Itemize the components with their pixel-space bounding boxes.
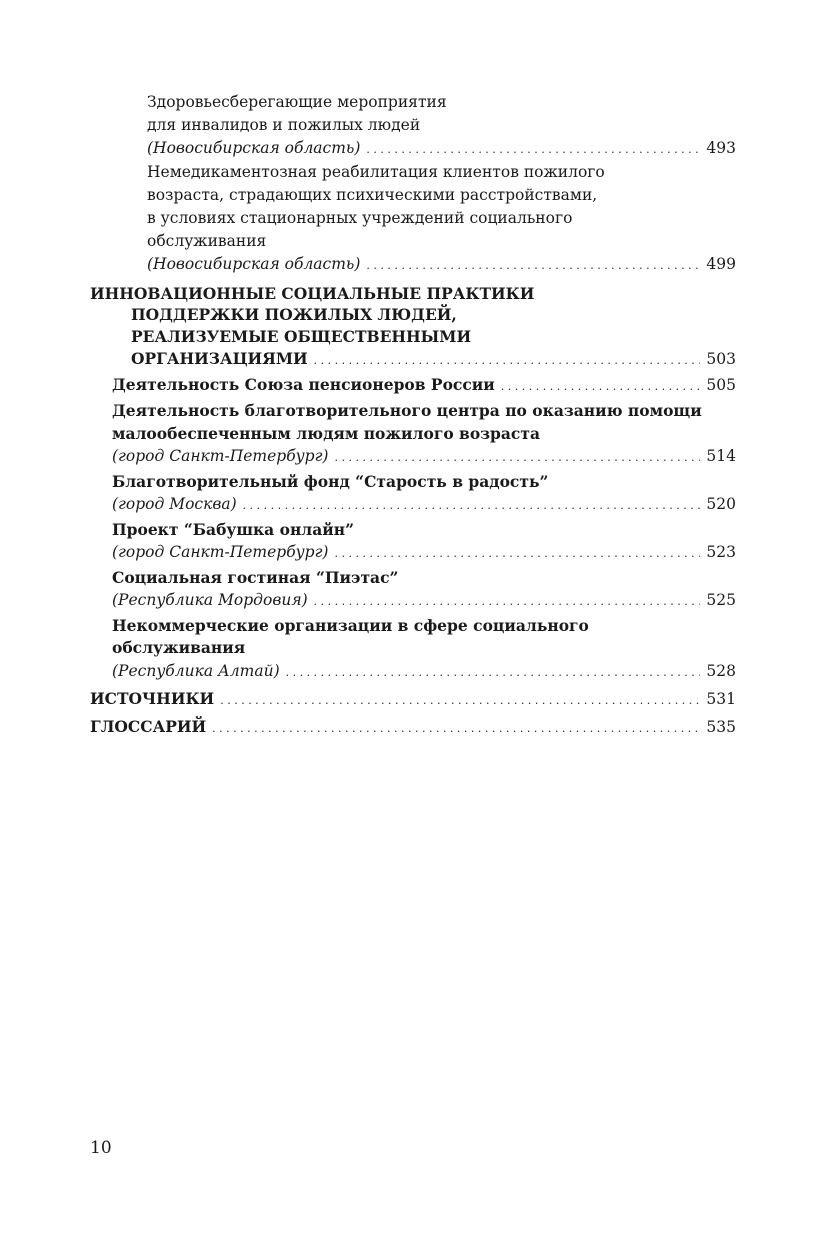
dot-leader (501, 375, 701, 397)
toc-entry-leader-line (112, 661, 736, 683)
toc-page-number: 505 (706, 376, 736, 394)
toc-entry-title-line: обслуживания (147, 232, 267, 250)
dot-leader (314, 349, 701, 371)
toc-entry-title-line: Здоровьесберегающие мероприятия (147, 93, 447, 111)
dot-leader (366, 254, 700, 276)
toc-section-title-line: ИСТОЧНИКИ (90, 689, 215, 708)
dot-leader (212, 717, 700, 739)
toc-page-number: 503 (706, 350, 736, 368)
toc-entry-leader-line (112, 446, 736, 468)
dot-leader (334, 446, 700, 468)
toc-entry-leader-line (147, 138, 736, 160)
toc-entry-title-line: Благотворительный фонд “Старость в радость” (112, 472, 549, 491)
toc-section-title-line: ИННОВАЦИОННЫЕ СОЦИАЛЬНЫЕ ПРАКТИКИ (90, 284, 535, 303)
toc-page-number: 514 (706, 447, 736, 465)
footer-page-number: 10 (90, 1138, 112, 1158)
dot-leader (314, 590, 701, 612)
toc-section-title-line: РЕАЛИЗУЕМЫЕ ОБЩЕСТВЕННЫМИ (131, 327, 472, 346)
dot-leader (286, 661, 701, 683)
toc-entry-title-line: Деятельность Союза пенсионеров России (112, 375, 495, 394)
toc-section-title-line: ГЛОССАРИЙ (90, 717, 207, 736)
toc-page-number: 499 (706, 255, 736, 273)
toc-entry-title-line: Проект “Бабушка онлайн” (112, 520, 355, 539)
toc-entry-region: (город Санкт-Петербург) (112, 447, 329, 465)
dot-leader (243, 494, 701, 516)
toc-entry-title-line: Социальная гостиная “Пиэтас” (112, 568, 399, 587)
toc-entry-leader-line (90, 717, 736, 739)
toc-page-number: 493 (706, 139, 736, 157)
toc-entry-region: (город Санкт-Петербург) (112, 543, 329, 561)
dot-leader (334, 542, 700, 564)
toc-page-number: 535 (706, 718, 736, 736)
toc-entry-leader-line (131, 349, 736, 371)
toc-entry-leader-line (90, 689, 736, 711)
toc-entry-title-line: Некоммерческие организации в сфере социального (112, 616, 589, 635)
toc-page-number: 525 (706, 591, 736, 609)
dot-leader (366, 138, 700, 160)
dot-leader (220, 689, 700, 711)
toc-section-title-line: ПОДДЕРЖКИ ПОЖИЛЫХ ЛЮДЕЙ, (131, 305, 457, 324)
toc-page-number: 531 (706, 690, 736, 708)
toc-entry-leader-line (112, 375, 736, 397)
toc-entry-title-line: возраста, страдающих психическими расстройствами, (147, 186, 598, 204)
toc-entry-title-line: в условиях стационарных учреждений социального (147, 209, 573, 227)
toc-entry-leader-line (112, 590, 736, 612)
toc-entry-leader-line (147, 254, 736, 276)
toc-entry-title-line: для инвалидов и пожилых людей (147, 116, 421, 134)
toc-entry-leader-line (112, 494, 736, 516)
toc-entry-title-line: обслуживания (112, 638, 246, 657)
toc-entry-region: (Республика Алтай) (112, 662, 280, 680)
toc-entry-region: (Республика Мордовия) (112, 591, 308, 609)
toc-section-title-line: ОРГАНИЗАЦИЯМИ (131, 349, 308, 368)
toc-entry-title-line: Деятельность благотворительного центра по оказанию помощи (112, 401, 702, 420)
toc-entry-region: (город Москва) (112, 495, 237, 513)
toc-entry-title-line: малообеспеченным людям пожилого возраста (112, 424, 541, 443)
toc-page-number: 520 (706, 495, 736, 513)
toc-entry-leader-line (112, 542, 736, 564)
toc-entry-title-line: Немедикаментозная реабилитация клиентов пожилого (147, 163, 605, 181)
toc-page-number: 523 (706, 543, 736, 561)
toc-entry-region: (Новосибирская область) (147, 139, 361, 157)
toc-entry-region: (Новосибирская область) (147, 255, 361, 273)
toc-page-number: 528 (706, 662, 736, 680)
